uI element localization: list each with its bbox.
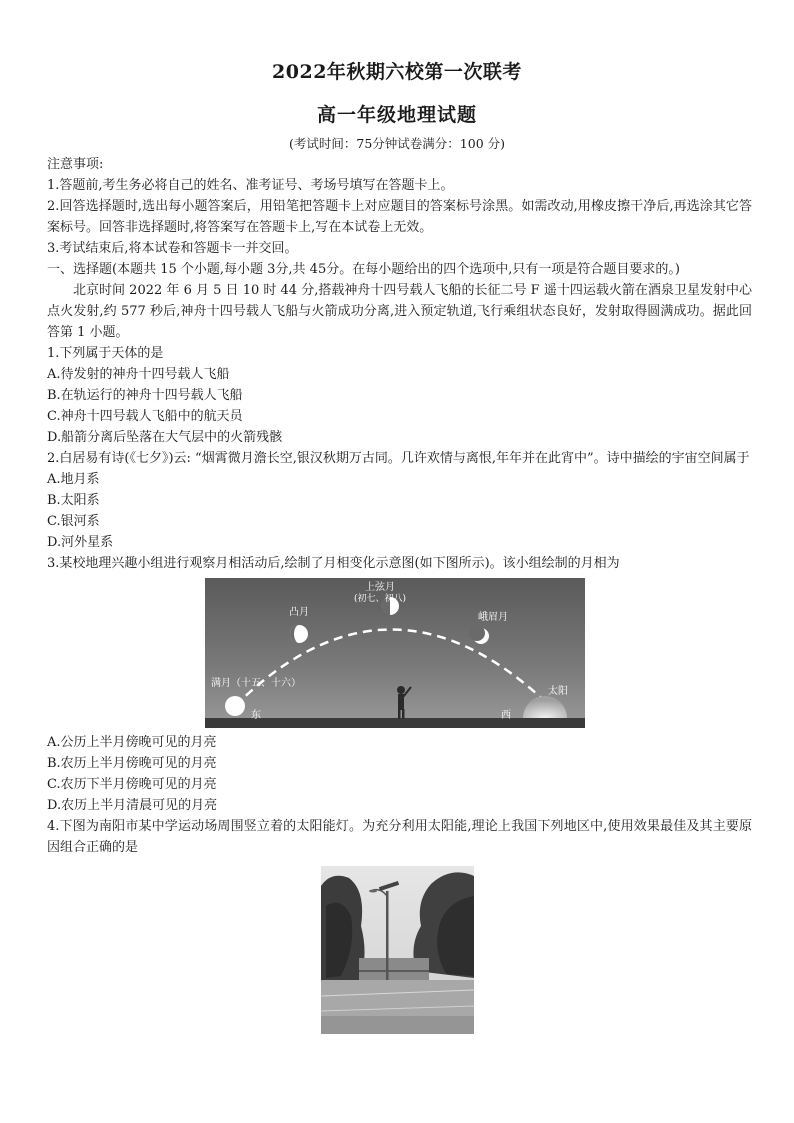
label-east: 东	[251, 710, 261, 721]
label-sun: 太阳	[548, 686, 568, 697]
question-stem: 2.白居易有诗(《七夕》)云: “烟霄微月澹长空,银汉秋期万古同。几许欢情与离恨,年年并在此宵中”。诗中描绘的宇宙空间属于	[47, 451, 750, 466]
notes-heading: 注意事项:	[47, 157, 104, 172]
exam-body	[47, 154, 752, 1034]
label-crescent: 峨眉月	[478, 612, 508, 623]
exam-subtitle: 高一年级地理试题	[316, 104, 477, 126]
option-d: D.农历上半月清晨可见的月亮	[47, 798, 218, 813]
option-d: D.河外星系	[47, 535, 114, 550]
ground	[205, 718, 585, 728]
background-building	[359, 958, 429, 980]
note-item: 3.考试结束后,将本试卷和答题卡一并交回。	[47, 241, 298, 256]
note-item: 1.答题前,考生务必将自己的姓名、准考证号、考场号填写在答题卡上。	[47, 178, 454, 193]
option-c: C.农历下半月傍晚可见的月亮	[47, 777, 217, 792]
exam-title: 2022年秋期六校第一次联考	[272, 61, 522, 83]
question-stem: 3.某校地理兴趣小组进行观察月相活动后,绘制了月相变化示意图(如下图所示)。该小组绘制的月相为	[47, 556, 620, 571]
full-moon-icon	[225, 696, 245, 716]
label-first-quarter-days: (初七、初八)	[353, 594, 407, 604]
lamp-head	[369, 890, 377, 893]
option-c: C.神舟十四号载人飞船中的航天员	[47, 409, 243, 424]
section-heading: 一、选择题(本题共 15 个小题,每小题 3分,共 45分。在每小题给出的四个选项中,只有一项是符合题目要求的。)	[47, 262, 680, 277]
solar-lamp-photo	[321, 866, 474, 1034]
option-b: B.太阳系	[47, 493, 100, 508]
label-full: 满月（十五、十六）	[211, 678, 301, 689]
exam-info: (考试时间：75分钟试卷满分：100 分)	[289, 136, 505, 151]
label-west: 西	[501, 710, 511, 721]
option-c: C.银河系	[47, 514, 100, 529]
option-a: A.待发射的神舟十四号载人飞船	[47, 367, 230, 382]
moon-phase-figure	[205, 578, 585, 728]
gibbous-moon-icon	[290, 625, 308, 643]
passage-text: 北京时间 2022 年 6 月 5 日 10 时 44 分,搭载神舟十四号载人飞船的长征二号 F 遥十四运载火箭在酒泉卫星发射中心点火发射,约 577 秒后,神舟十四号载人飞船与火箭成功分离,进入预定轨道,飞行乘组状态良好，发射取得圆满成功。据此回答第 1 小题。	[47, 283, 752, 340]
label-gibbous: 凸月	[289, 607, 309, 618]
option-b: B.农历上半月傍晚可见的月亮	[47, 756, 217, 771]
option-a: A.地月系	[47, 472, 100, 487]
option-b: B.在轨运行的神舟十四号载人飞船	[47, 388, 243, 403]
option-a: A.公历上半月傍晚可见的月亮	[47, 735, 217, 750]
question-stem: 4.下图为南阳市某中学运动场周围竖立着的太阳能灯。为充分利用太阳能,理论上我国下列地区中,使用效果最佳及其主要原因组合正确的是	[47, 819, 752, 855]
option-d: D.船箭分离后坠落在大气层中的火箭残骸	[47, 430, 283, 445]
label-first-quarter: 上弦月	[365, 582, 395, 593]
note-item: 2.回答选择题时,选出每小题答案后，用铅笔把答题卡上对应题目的答案标号涂黑。如需改动,用橡皮擦干净后,再选涂其它答案标号。回答非选择题时,将答案写在答题卡上,写在本试卷上无效。	[47, 199, 752, 235]
question-stem: 1.下列属于天体的是	[47, 346, 164, 361]
